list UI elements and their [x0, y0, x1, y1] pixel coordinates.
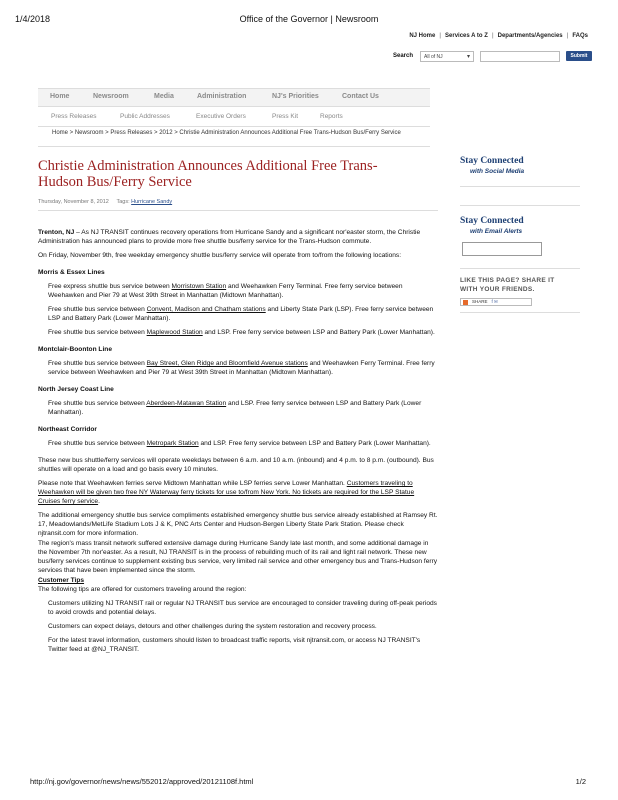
list-item: Customers utilizing NJ TRANSIT rail or regular NJ TRANSIT bus service are encouraged to consider traveling during off-peak periods to avoid crowds and potential delays. [48, 600, 437, 616]
print-url: http://nj.gov/governor/news/news/552012/approved/20121108f.html [30, 777, 254, 786]
tags-label: Tags: [116, 199, 130, 205]
nav-contact[interactable]: Contact Us [342, 93, 379, 100]
list-item: Free shuttle bus service between Maplewood Station and LSP. Free ferry service between LSP and Battery Park (Lower Manhattan). [48, 329, 435, 336]
list-item: Free shuttle bus service between Convent, Madison and Chatham stations and Liberty State Park (LSP). Free ferry service between LSP and Battery Park (Lower Manhattan). [48, 306, 434, 322]
article-meta [38, 199, 172, 205]
search-input[interactable] [480, 51, 560, 62]
stay-connected-social-heading: Stay Connected [460, 156, 524, 166]
station-link[interactable]: Morristown Station [171, 283, 227, 290]
paragraph: Please note that Weehawken ferries serve Midtown Manhattan while LSP ferries serve Lower Manhattan. Customers traveling to Weehawken will be given two free NY Waterway ferry tickets for use to/from New York. No tickets are required for the LSP Statue Cruises ferry service. [38, 480, 415, 505]
nav-administration[interactable]: Administration [197, 93, 247, 100]
divider [460, 312, 580, 313]
search-bar [393, 50, 592, 62]
list-item: For the latest travel information, customers should listen to broadcast traffic reports, visit njtransit.com, or access NJ TRANSIT's Twitter feed at @NJ_TRANSIT. [48, 637, 421, 653]
print-date: 1/4/2018 [15, 14, 51, 24]
ticket-info-link[interactable]: Customers traveling to Weehawken will be given two free NY Waterway ferry tickets for use to/from New York. No tickets are required for the LSP Statue Cruises ferry service [38, 480, 415, 505]
nav-home[interactable]: Home [50, 93, 70, 100]
util-link-faqs[interactable]: FAQs [572, 33, 588, 39]
util-link-services[interactable]: Services A to Z [445, 33, 488, 39]
nav-priorities[interactable]: NJ's Priorities [272, 93, 319, 100]
article-body [38, 228, 438, 659]
subnav-press-releases[interactable]: Press Releases [51, 113, 97, 120]
divider [460, 268, 580, 269]
paragraph: Trenton, NJ – As NJ TRANSIT continues recovery operations from Hurricane Sandy and a significant nor'easter storm, the Christie Administration has announced plans to provide more free shuttle bus/ferry service for the Trans-Hudson commute. [38, 229, 421, 245]
tag-link[interactable]: Hurricane Sandy [131, 199, 173, 205]
sub-nav [38, 108, 430, 126]
print-title: Office of the Governor | Newsroom [239, 14, 379, 24]
divider [38, 210, 438, 211]
share-icon [463, 300, 468, 305]
station-link[interactable]: Bay Street, Glen Ridge and Bloomfield Avenue stations [146, 360, 308, 367]
list-item: Customers can expect delays, detours and other challenges during the system restoration and recovery process. [48, 623, 377, 630]
divider [38, 146, 430, 147]
divider [38, 126, 430, 127]
paragraph: The additional emergency shuttle bus service compliments established emergency shuttle bus service already established at Ramsey Rt. 17, Meadowlands/MetLife Stadium Lots J & K, PNC Arts Center and Hudson-Bergen Liberty State Park Station. Please check njtransit.com for more information. [38, 512, 438, 537]
section-heading: Northeast Corridor [38, 426, 97, 433]
station-link[interactable]: Metropark Station [146, 440, 199, 447]
subnav-public-addresses[interactable]: Public Addresses [120, 113, 170, 120]
subnav-press-kit[interactable]: Press Kit [272, 113, 299, 120]
main-nav [38, 88, 430, 107]
email-alerts-subheading: with Email Alerts [470, 228, 523, 235]
paragraph: On Friday, November 9th, free weekday emergency shuttle bus/ferry service will operate from to/from the following locations: [38, 252, 402, 259]
paragraph: These new bus shuttle/ferry services will operate weekdays between 6 a.m. and 10 a.m. (inbound) and 4 p.m. to 8 p.m. (outbound). Bus shuttles will operate on a load and go basis every 10 minutes. [38, 457, 434, 473]
station-link[interactable]: Maplewood Station [146, 329, 203, 336]
article-headline: Christie Administration Announces Additional Free Trans-Hudson Bus/Ferry Service [38, 158, 378, 190]
email-input[interactable] [462, 242, 542, 256]
section-heading: Morris & Essex Lines [38, 269, 105, 276]
social-media-subheading: with Social Media [470, 168, 525, 175]
util-link-departments[interactable]: Departments/Agencies [497, 33, 563, 39]
share-button[interactable]: SHARE f ✉ [460, 298, 532, 306]
list-item: Free shuttle bus service between Bay Street, Glen Ridge and Bloomfield Avenue stations and Weehawken Ferry Terminal. Free ferry service between Weehawken and Pier 79 at West 39th Street in Manhattan (Midtown Manhattan). [48, 360, 435, 376]
subnav-reports[interactable]: Reports [320, 113, 343, 120]
stay-connected-email-heading: Stay Connected [460, 216, 524, 226]
nav-newsroom[interactable]: Newsroom [93, 93, 129, 100]
breadcrumb: Home > Newsroom > Press Releases > 2012 > Christie Administration Announces Additional Free Trans-Hudson Bus/Ferry Service [52, 130, 401, 136]
paragraph: The following tips are offered for customers traveling around the region: [38, 586, 247, 593]
subnav-executive-orders[interactable]: Executive Orders [196, 113, 246, 120]
search-scope-select[interactable]: All of NJ ▾ [420, 51, 474, 62]
social-icons: f ✉ [491, 299, 498, 304]
section-heading: Montclair-Boonton Line [38, 346, 112, 353]
station-link[interactable]: Convent, Madison and Chatham stations [146, 306, 266, 313]
util-link-nj-home[interactable]: NJ Home [409, 33, 436, 39]
paragraph: The region's mass transit network suffered extensive damage during Hurricane Sandy late last month, and some additional damage in the November 7th nor'easter. As a result, NJ TRANSIT is in the process of rebuilding much of its rail and light rail network. These new bus/ferry services continue to supplement existing bus service, very limited rail service and other emergency bus and Trans-Hudson ferry services that have been implemented since the storm. [38, 540, 438, 574]
print-page-number: 1/2 [575, 777, 586, 786]
section-heading: Customer Tips [38, 577, 85, 584]
list-item: Free express shuttle bus service between Morristown Station and Weehawken Ferry Terminal. Free ferry service between Weehawken and Pier 79 at West 39th Street in Manhattan (Midtown Manhattan). [48, 283, 403, 299]
search-label: Search [393, 53, 414, 59]
section-heading: North Jersey Coast Line [38, 386, 114, 393]
search-submit-button[interactable]: Submit [566, 51, 592, 61]
divider [460, 186, 580, 187]
utility-links: NJ Home | Services A to Z | Departments/Agencies | FAQs [409, 33, 588, 39]
nav-media[interactable]: Media [154, 93, 174, 100]
share-prompt: LIKE THIS PAGE? SHARE IT WITH YOUR FRIENDS. [460, 277, 555, 293]
divider [460, 205, 580, 206]
article-date: Thursday, November 8, 2012 [38, 199, 109, 205]
list-item: Free shuttle bus service between Metropark Station and LSP. Free ferry service between LSP and Battery Park (Lower Manhattan). [48, 440, 431, 447]
list-item: Free shuttle bus service between Aberdeen-Matawan Station and LSP. Free ferry service between LSP and Battery Park (Lower Manhattan). [48, 400, 422, 416]
station-link[interactable]: Aberdeen-Matawan Station [146, 400, 227, 407]
